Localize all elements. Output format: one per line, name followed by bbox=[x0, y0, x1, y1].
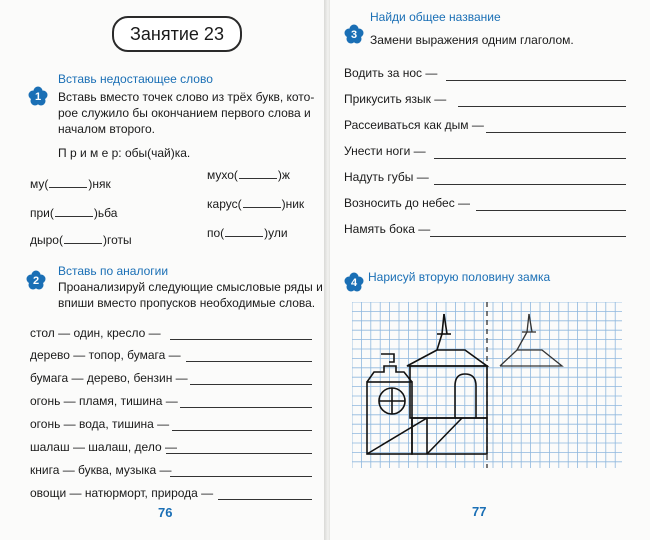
svg-text:4: 4 bbox=[350, 277, 358, 289]
idiom-label: Возносить до небес — bbox=[344, 196, 471, 210]
task-3-heading: Найди общее название bbox=[370, 10, 501, 24]
answer-blank[interactable] bbox=[64, 233, 102, 244]
task-1-badge-icon bbox=[28, 86, 48, 106]
task-3-instruction: Замени выражения одним глаголом. bbox=[370, 33, 574, 47]
answer-line[interactable] bbox=[486, 132, 626, 133]
answer-line[interactable] bbox=[476, 210, 626, 211]
example-label: П р и м е р: bbox=[58, 146, 122, 160]
analogy-row-label: стол — один, кресло — bbox=[30, 326, 161, 340]
answer-line[interactable] bbox=[170, 339, 312, 340]
analogy-row-label: огонь — пламя, тишина — bbox=[30, 394, 178, 408]
analogy-row-label: овощи — натюрморт, природа — bbox=[30, 486, 214, 500]
answer-line[interactable] bbox=[218, 499, 312, 500]
answer-line[interactable] bbox=[434, 184, 626, 185]
task-1-instruction-line: рое служило бы окончанием первого слова и bbox=[58, 106, 311, 120]
analogy-row-label: книга — буква, музыка — bbox=[30, 463, 172, 477]
task-1-example bbox=[58, 146, 190, 160]
task-4-badge-icon bbox=[344, 272, 364, 292]
task-2-badge-icon bbox=[26, 270, 46, 290]
answer-line[interactable] bbox=[166, 453, 312, 454]
task-2-heading: Вставь по аналогии bbox=[58, 264, 169, 278]
answer-line[interactable] bbox=[458, 106, 626, 107]
answer-blank[interactable] bbox=[49, 177, 87, 188]
answer-line[interactable] bbox=[430, 236, 626, 237]
answer-line[interactable] bbox=[170, 476, 312, 477]
answer-line[interactable] bbox=[172, 430, 312, 431]
task-3-badge-icon bbox=[344, 24, 364, 44]
answer-blank[interactable] bbox=[225, 226, 263, 237]
page-number: 77 bbox=[472, 504, 487, 519]
idiom-label: Водить за нос — bbox=[344, 66, 438, 80]
analogy-row-label: огонь — вода, тишина — bbox=[30, 417, 170, 431]
svg-text:3: 3 bbox=[350, 29, 358, 41]
idiom-label: Рассеиваться как дым — bbox=[344, 118, 484, 132]
answer-blank[interactable] bbox=[243, 197, 281, 208]
answer-line[interactable] bbox=[180, 407, 312, 408]
answer-line[interactable] bbox=[190, 384, 312, 385]
example-value: обы(чай)ка. bbox=[124, 146, 191, 160]
task-2-instruction-line: Проанализируй следующие смысловые ряды и bbox=[58, 280, 323, 294]
word-gap-item: дыро( )готы bbox=[30, 233, 132, 247]
analogy-row-label: дерево — топор, бумага — bbox=[30, 348, 181, 362]
word-gap-item: мухо( )ж bbox=[207, 168, 290, 182]
castle-drawing-grid[interactable] bbox=[352, 302, 622, 468]
answer-line[interactable] bbox=[186, 361, 312, 362]
svg-text:1: 1 bbox=[34, 91, 42, 103]
right-page bbox=[330, 0, 650, 540]
analogy-row-label: шалаш — шалаш, дело — bbox=[30, 440, 177, 454]
answer-blank[interactable] bbox=[55, 206, 93, 217]
answer-line[interactable] bbox=[446, 80, 626, 81]
idiom-label: Надуть губы — bbox=[344, 170, 429, 184]
word-gap-item: карус( )ник bbox=[207, 197, 305, 211]
task-2-instruction-line: впиши вместо пропусков необходимые слова. bbox=[58, 296, 316, 310]
answer-blank[interactable] bbox=[239, 168, 277, 179]
word-gap-item: му( )няк bbox=[30, 177, 111, 191]
page-number: 76 bbox=[158, 505, 173, 520]
svg-text:2: 2 bbox=[32, 275, 40, 287]
idiom-label: Прикусить язык — bbox=[344, 92, 447, 106]
word-gap-item: при( )ьба bbox=[30, 206, 118, 220]
answer-line[interactable] bbox=[434, 158, 626, 159]
word-gap-item: по( )ули bbox=[207, 226, 288, 240]
idiom-label: Намять бока — bbox=[344, 222, 431, 236]
task-4-heading: Нарисуй вторую половину замка bbox=[368, 270, 551, 284]
analogy-row-label: бумага — дерево, бензин — bbox=[30, 371, 188, 385]
idiom-label: Унести ноги — bbox=[344, 144, 426, 158]
task-1-instruction-line: Вставь вместо точек слово из трёх букв, кото- bbox=[58, 90, 315, 104]
task-1-heading: Вставь недостающее слово bbox=[58, 72, 213, 86]
lesson-title: Занятие 23 bbox=[112, 16, 242, 52]
task-1-instruction-line: началом второго. bbox=[58, 122, 155, 136]
